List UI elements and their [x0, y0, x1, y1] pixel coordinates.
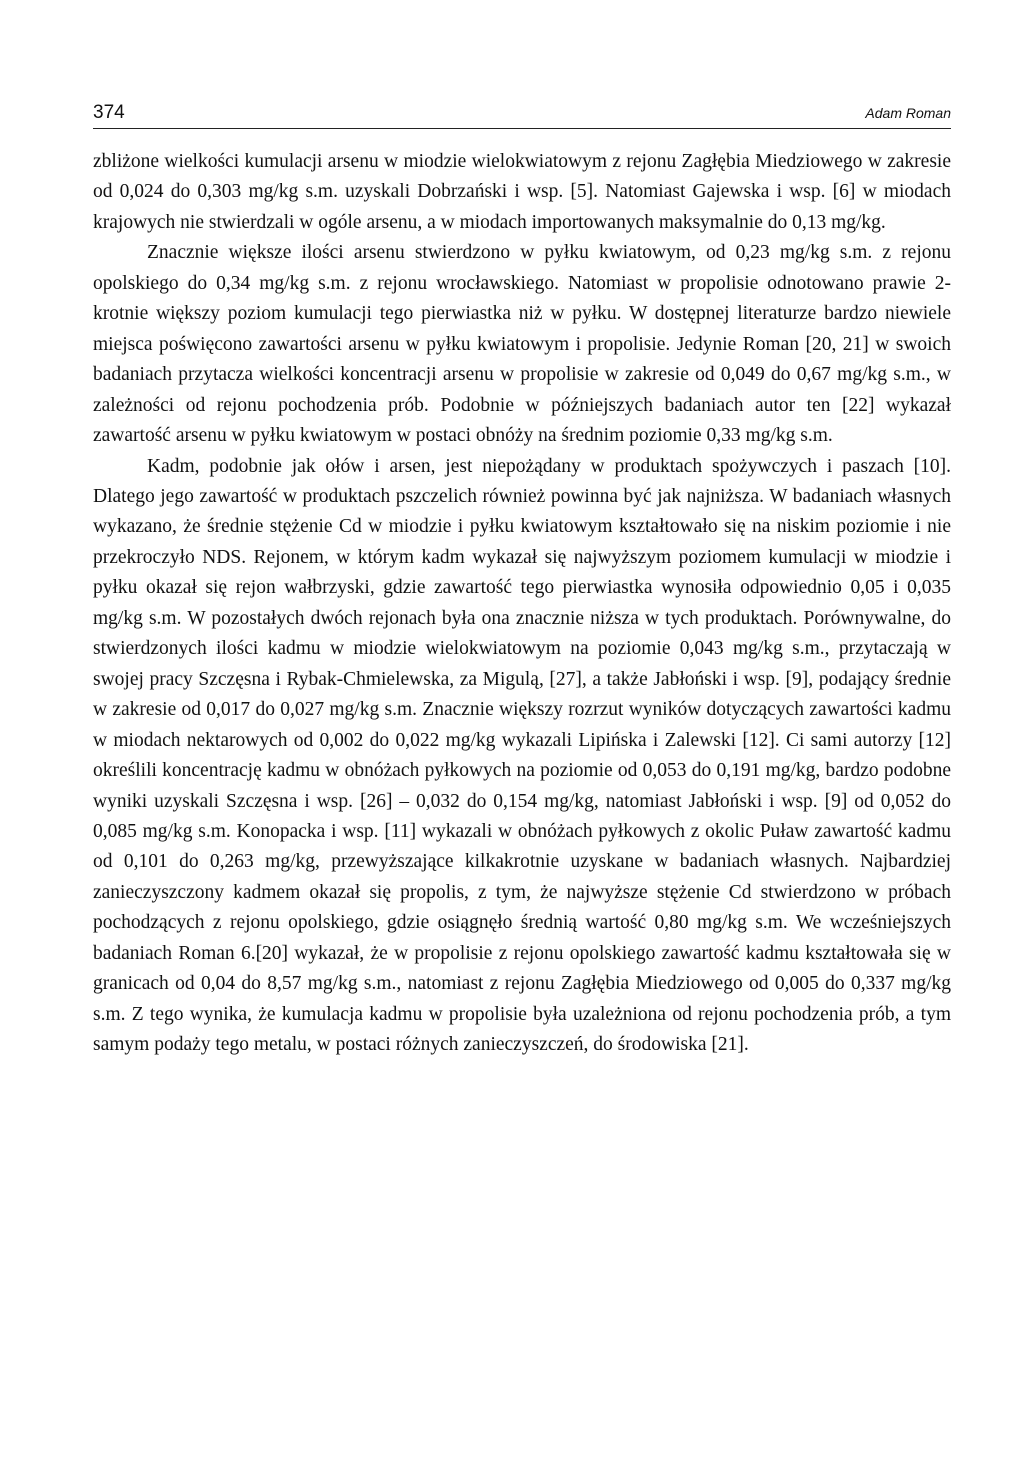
paragraph-arsenic-pollen-propolis: Znacznie większe ilości arsenu stwierdzono w pyłku kwiatowym, od 0,23 mg/kg s.m. z rejonu opolskiego do 0,34 mg/kg s.m. z rejonu wrocławskiego. Natomiast w propolisie odnotowano prawie 2-krotnie większy poziom kumulacji tego pierwiastka niż w pyłku. W dostępnej literaturze bardzo niewiele miejsca poświęcono zawartości arsenu w pyłku kwiatowym i propolisie. Jedynie Roman [20, 21] w swoich badaniach przytacza wielkości koncentracji arsenu w propolisie w zakresie od 0,049 do 0,67 mg/kg s.m., w zależności od rejonu pochodzenia prób. Podobnie w późniejszych badaniach autor ten [22] wykazał zawartość arsenu w pyłku kwiatowym w postaci obnóży na średnim poziomie 0,33 mg/kg s.m.	[93, 242, 951, 447]
body-text	[93, 147, 951, 1061]
page-number: 374	[93, 102, 125, 123]
paragraph-cadmium: Kadm, podobnie jak ołów i arsen, jest niepożądany w produktach spożywczych i paszach [10]. Dlatego jego zawartość w produktach pszczelich również powinna być jak najniższa. W badaniach własnych wykazano, że średnie stężenie Cd w miodzie i pyłku kwiatowym kształtowało się na niskim poziomie i nie przekroczyło NDS. Rejonem, w którym kadm wykazał się najwyższym poziomem kumulacji w miodzie i pyłku okazał się rejon wałbrzyski, gdzie zawartość tego pierwiastka wynosiła odpowiednio 0,05 i 0,035 mg/kg s.m. W pozostałych dwóch rejonach była ona znacznie niższa w tych produktach. Porównywalne, do stwierdzonych ilości kadmu w miodzie wielokwiatowym na poziomie 0,043 mg/kg s.m., przytaczają w swojej pracy Szczęsna i Rybak-Chmielewska, za Migulą, [27], a także Jabłoński i wsp. [9], podający średnie w zakresie od 0,017 do 0,027 mg/kg s.m. Znacznie większy rozrzut wyników dotyczących zawartości kadmu w miodach nektarowych od 0,002 do 0,022 mg/kg wykazali Lipińska i Zalewski [12]. Ci sami autorzy [12] określili koncentrację kadmu w obnóżach pyłkowych na poziomie od 0,053 do 0,191 mg/kg, bardzo podobne wyniki uzyskali Szczęsna i wsp. [26] – 0,032 do 0,154 mg/kg, natomiast Jabłoński i wsp. [9] od 0,052 do 0,085 mg/kg s.m. Konopacka i wsp. [11] wykazali w obnóżach pyłkowych z okolic Puław zawartość kadmu od 0,101 do 0,263 mg/kg, przewyższające kilkakrotnie uzyskane w badaniach własnych. Najbardziej zanieczyszczony kadmem okazał się propolis, z tym, że najwyższe stężenie Cd stwierdzono w próbach pochodzących z rejonu opolskiego, gdzie osiągnęło średnią wartość 0,80 mg/kg s.m. We wcześniejszych badaniach Roman 6.[20] wykazał, że w propolisie z rejonu opolskiego zawartość kadmu kształtowała się w granicach od 0,04 do 8,57 mg/kg s.m., natomiast z rejonu Zagłębia Miedziowego od 0,005 do 0,337 mg/kg s.m. Z tego wynika, że kumulacja kadmu w propolisie była uzależniona od rejonu pochodzenia prób, a tym samym podaży tego metalu, w postaci różnych zanieczyszczeń, do środowiska [21].	[93, 455, 951, 1056]
paragraph-arsenic-honey: zbliżone wielkości kumulacji arsenu w miodzie wielokwiatowym z rejonu Zagłębia Miedziowego w zakresie od 0,024 do 0,303 mg/kg s.m. uzyskali Dobrzański i wsp. [5]. Natomiast Gajewska i wsp. [6] w miodach krajowych nie stwierdzali w ogóle arsenu, a w miodach importowanych maksymalnie do 0,13 mg/kg.	[93, 151, 951, 233]
page-header	[93, 96, 951, 129]
running-header-author: Adam Roman	[865, 105, 951, 121]
